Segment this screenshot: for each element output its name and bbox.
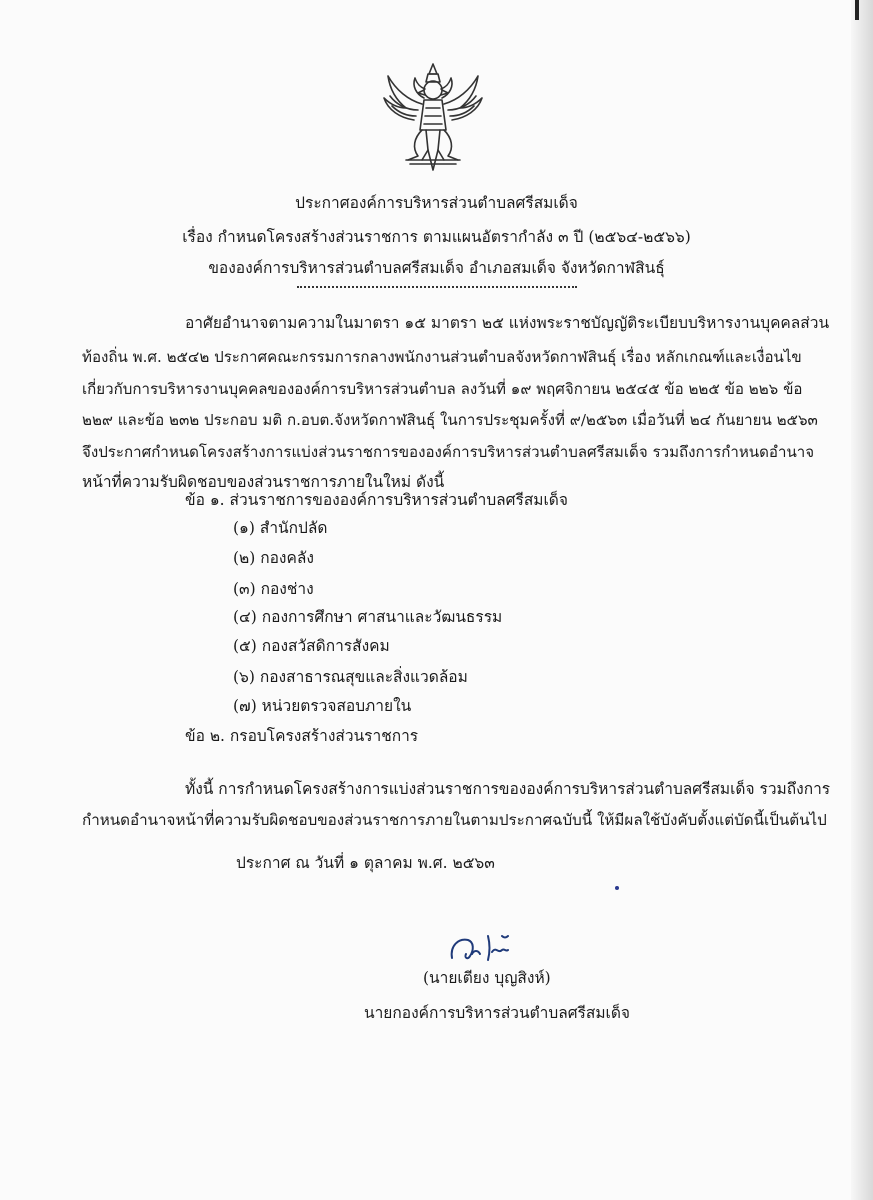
unit-item: (๓) กองช่าง [233, 580, 314, 598]
signer-name: (นายเตียง บุญสิงห์) [423, 969, 551, 987]
closing-line: ทั้งนี้ การกำหนดโครงสร้างการแบ่งส่วนราชการขององค์การบริหารส่วนตำบลศรีสมเด็จ รวมถึงการ [185, 780, 831, 798]
dotted-divider [297, 286, 577, 288]
announcement-subject: เรื่อง กำหนดโครงสร้างส่วนราชการ ตามแผนอัตรากำลัง ๓ ปี (๒๕๖๔-๒๕๖๖) [182, 228, 691, 246]
closing-line: กำหนดอำนาจหน้าที่ความรับผิดชอบของส่วนราชการภายในตามประกาศฉบับนี้ ให้มีผลใช้บังคับตั้งแต่บัดนี้เป็นต้นไป [82, 811, 827, 829]
unit-item: (๑) สำนักปลัด [233, 519, 328, 537]
handwritten-signature [448, 928, 538, 964]
unit-item: (๒) กองคลัง [233, 549, 314, 567]
announcement-title: ประกาศองค์การบริหารส่วนตำบลศรีสมเด็จ [295, 194, 578, 212]
intro-line: หน้าที่ความรับผิดชอบของส่วนราชการภายในใหม่ ดังนี้ [82, 473, 445, 491]
scan-edge [851, 0, 873, 1200]
intro-line: จึงประกาศกำหนดโครงสร้างการแบ่งส่วนราชการขององค์การบริหารส่วนตำบลศรีสมเด็จ รวมถึงการกำหนดอำนาจ [82, 443, 815, 461]
announcement-organization: ขององค์การบริหารส่วนตำบลศรีสมเด็จ อำเภอสมเด็จ จังหวัดกาฬสินธุ์ [208, 259, 665, 277]
intro-line: ท้องถิ่น พ.ศ. ๒๕๔๒ ประกาศคณะกรรมการกลางพนักงานส่วนตำบลจังหวัดกาฬสินธุ์ เรื่อง หลักเกณฑ์และเงื่อนไข [82, 348, 802, 366]
intro-line: เกี่ยวกับการบริหารงานบุคคลขององค์การบริหารส่วนตำบล ลงวันที่ ๑๙ พฤศจิกายน ๒๕๔๕ ข้อ ๒๒๕ ข้อ ๒๒๖ ข้อ [82, 380, 803, 398]
ink-speck [615, 886, 619, 890]
unit-item: (๕) กองสวัสดิการสังคม [233, 637, 390, 655]
unit-item: (๖) กองสาธารณสุขและสิ่งแวดล้อม [233, 668, 468, 686]
announcement-date: ประกาศ ณ วันที่ ๑ ตุลาคม พ.ศ. ๒๕๖๓ [236, 854, 495, 872]
signer-position: นายกองค์การบริหารส่วนตำบลศรีสมเด็จ [364, 1004, 630, 1022]
unit-item: (๗) หน่วยตรวจสอบภายใน [233, 697, 412, 715]
unit-item: (๔) กองการศึกษา ศาสนาและวัฒนธรรม [233, 608, 503, 626]
scan-edge-mark [855, 0, 859, 20]
intro-line: ๒๒๙ และข้อ ๒๓๒ ประกอบ มติ ก.อบต.จังหวัดกาฬสินธุ์ ในการประชุมครั้งที่ ๙/๒๕๖๓ เมื่อวันที่ ๒๔ กันยายน ๒๕๖๓ [82, 411, 818, 429]
clause-1-heading: ข้อ ๑. ส่วนราชการขององค์การบริหารส่วนตำบลศรีสมเด็จ [185, 491, 568, 509]
intro-line: อาศัยอำนาจตามความในมาตรา ๑๕ มาตรา ๒๕ แห่งพระราชบัญญัติระเบียบบริหารงานบุคคลส่วน [185, 314, 830, 332]
garuda-emblem-icon [378, 60, 488, 175]
clause-2-heading: ข้อ ๒. กรอบโครงสร้างส่วนราชการ [185, 727, 419, 745]
